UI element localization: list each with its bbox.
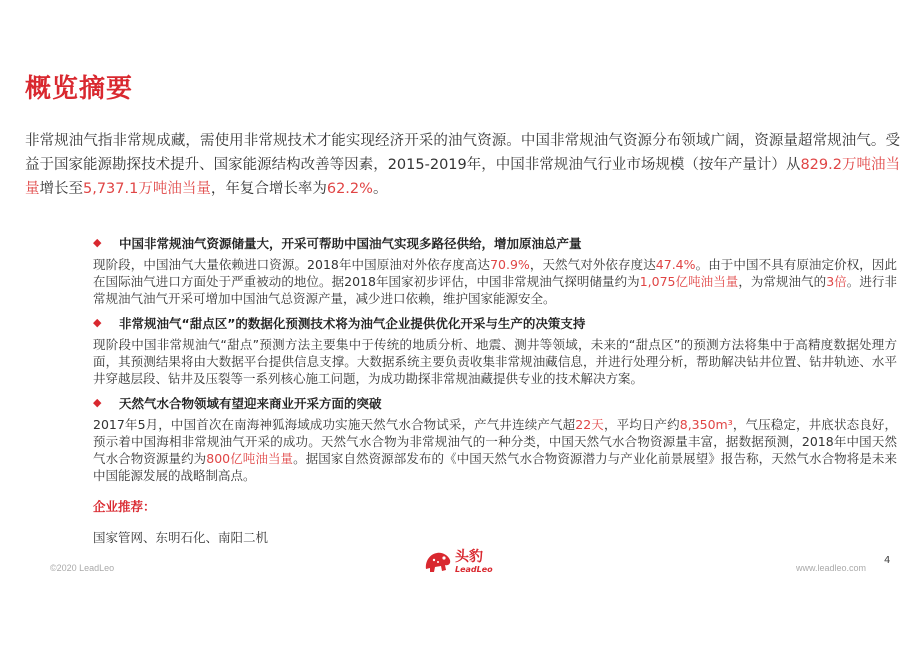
finding-text: 。据国家自然资源部发布的《中国天然气水合物资源潜力与产业化前景展望》报告称，天然气水合物将是未来中国能源发展的战略制高点。 bbox=[93, 451, 897, 483]
logo-en: LeadLeo bbox=[455, 565, 493, 574]
intro-text: 增长至 bbox=[39, 181, 83, 197]
intro-highlight: 829.2万吨油当量 bbox=[25, 157, 900, 197]
copyright: ©2020 LeadLeo bbox=[50, 563, 115, 573]
intro-paragraph bbox=[25, 129, 900, 201]
finding-text: ，天然气对外依存度达 bbox=[529, 257, 656, 272]
website-link[interactable]: www.leadleo.com bbox=[796, 563, 867, 573]
finding-highlight: 70.9% bbox=[490, 257, 530, 272]
finding-highlight: 47.4% bbox=[655, 257, 696, 272]
finding-highlight: 1,075亿吨油当量 bbox=[639, 274, 739, 289]
finding-text: 2017年5月，中国首次在南海神狐海域成功实施天然气水合物试采，产气井连续产气超 bbox=[93, 417, 576, 432]
intro-highlight: 5,737.1万吨油当量 bbox=[83, 181, 211, 197]
page-number: 4 bbox=[884, 555, 891, 566]
recommendation-list: 国家管网、东明石化、南阳二机 bbox=[93, 530, 269, 545]
finding-body bbox=[93, 256, 897, 307]
logo-text bbox=[455, 550, 493, 574]
intro-text: ，年复合增长率为 bbox=[210, 181, 327, 197]
logo-cn: 头豹 bbox=[455, 549, 483, 565]
finding-highlight: 22天 bbox=[575, 417, 604, 432]
finding-body bbox=[93, 416, 897, 484]
intro-highlight: 62.2% bbox=[326, 181, 373, 197]
diamond-icon: ◆ bbox=[93, 316, 102, 329]
finding-heading bbox=[93, 313, 897, 332]
diamond-icon: ◆ bbox=[93, 396, 102, 409]
finding-text: ，平均日产约 bbox=[603, 417, 680, 432]
finding-3 bbox=[93, 393, 897, 484]
finding-2 bbox=[93, 313, 897, 387]
diamond-icon: ◆ bbox=[93, 236, 102, 249]
finding-text: ，为常规油气的 bbox=[738, 274, 827, 289]
recommendation-title: 企业推荐： bbox=[93, 499, 156, 514]
finding-text: 现阶段，中国油气大量依赖进口资源。2018年中国原油对外依存度高达 bbox=[93, 257, 491, 272]
finding-text: ，气压稳定，井底状态良好，预示着中国海相非常规油气开采的成功。天然气水合物为非常规油气的一种分类，中国天然气水合物资源量丰富，据数据预测，2018年中国天然气水合物资源量约为 bbox=[93, 417, 897, 466]
finding-highlight: 8,350m³ bbox=[679, 417, 733, 432]
intro-text: 。 bbox=[372, 181, 388, 197]
finding-text: 。进行非常规油气油气开采可增加中国油气总资源产量，减少进口依赖，维护国家能源安全。 bbox=[93, 274, 897, 306]
finding-heading-text: 天然气水合物领域有望迎来商业开采方面的突破 bbox=[119, 395, 382, 411]
finding-highlight: 3倍 bbox=[826, 274, 847, 289]
finding-heading-text: 中国非常规油气资源储量大，开采可帮助中国油气实现多路径供给，增加原油总产量 bbox=[119, 235, 582, 251]
finding-1 bbox=[93, 233, 897, 307]
finding-heading bbox=[93, 233, 897, 252]
finding-text: 现阶段中国非常规油气“甜点”预测方法主要集中于传统的地质分析、地震、测井等领域，未来的“甜点区”的预测方法将集中于高精度数据处理方面，其预测结果将由大数据平台提供信息支撑。大数据系统主要负责收集非常规油藏信息，并进行处理分析，帮助解决钻井位置、钻井轨迹、水平井穿越层段、钻井及压裂等一系列核心施工问题，为成功勘探非常规油藏提供专业的技术解决方案。 bbox=[93, 337, 897, 386]
page-title: 概览摘要 bbox=[25, 74, 134, 104]
finding-text: 。由于中国不具有原油定价权，因此在国际油气进口方面处于严重被动的地位。据2018年国家初步评估，中国非常规油气探明储量约为 bbox=[93, 257, 897, 289]
finding-heading bbox=[93, 393, 897, 412]
leopard-logo-icon bbox=[423, 549, 453, 575]
finding-highlight: 800亿吨油当量 bbox=[206, 451, 294, 466]
leadleo-logo[interactable] bbox=[423, 549, 493, 575]
finding-heading-text: 非常规油气“甜点区”的数据化预测技术将为油气企业提供优化开采与生产的决策支持 bbox=[119, 315, 586, 331]
finding-body bbox=[93, 336, 897, 387]
intro-text: 非常规油气指非常规成藏，需使用非常规技术才能实现经济开采的油气资源。中国非常规油气资源分布领域广阔，资源量超常规油气。受益于国家能源勘探技术提升、国家能源结构改善等因素，2015-2019年，中国非常规油气行业市场规模（按年产量计）从 bbox=[25, 133, 900, 173]
key-findings bbox=[93, 233, 897, 490]
company-recommendation bbox=[93, 497, 268, 546]
